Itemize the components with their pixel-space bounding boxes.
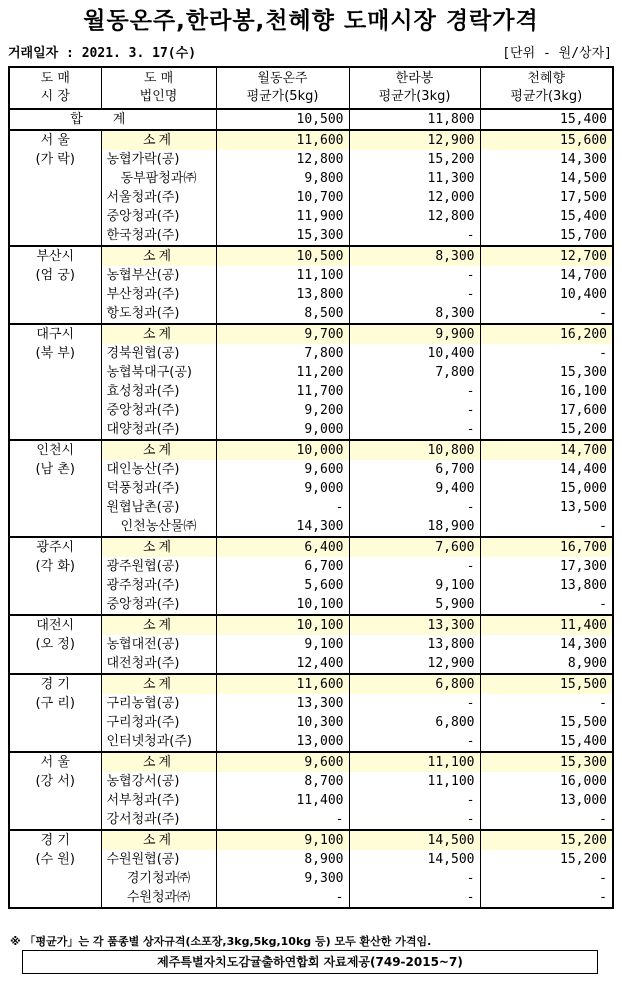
price-v3: -: [599, 597, 607, 612]
company-name: 농협강서(공): [101, 772, 216, 791]
company-name: 수원청과㈜: [101, 888, 216, 908]
price-v1: 8,700: [216, 772, 349, 791]
company-name: 구리청과(주): [101, 713, 216, 732]
price-v1: 10,100: [216, 615, 349, 635]
price-v1: 10,700: [216, 188, 349, 207]
price-v1: 9,700: [216, 324, 349, 344]
price-v3: -: [599, 696, 607, 711]
price-v3: -: [599, 890, 607, 905]
price-v2: 11,300: [349, 169, 480, 188]
price-v1: 11,200: [216, 363, 349, 382]
subtotal-row: [9, 537, 613, 557]
price-v2: -: [349, 382, 480, 401]
market-name: 대전시: [36, 618, 75, 633]
price-v3: 17,500: [560, 190, 607, 205]
market-location: (각 화): [35, 559, 75, 574]
company-name: 농협북대구(공): [101, 363, 216, 382]
company-name: 광주청과(주): [101, 576, 216, 595]
price-v2: 13,300: [349, 615, 480, 635]
price-v1: 10,000: [216, 440, 349, 460]
price-v3: 15,500: [480, 674, 613, 694]
price-v3: 17,600: [560, 403, 607, 418]
company-name: 강서청과(주): [101, 810, 216, 830]
subtotal-label: 소계: [101, 324, 216, 344]
price-v3: 15,400: [560, 209, 607, 224]
header-row: [9, 67, 613, 109]
header-company: 도 매 법인명: [101, 67, 216, 109]
subtotal-label: 소계: [101, 246, 216, 266]
price-v3: -: [599, 306, 607, 321]
price-v3: 15,200: [480, 830, 613, 850]
total-v3: 15,400: [560, 112, 607, 127]
subtotal-row: [9, 674, 613, 694]
footnote: ※ 「평균가」는 각 품종별 상자규격(소포장,3kg,5kg,10kg 등) 모두 환산한 가격임.: [10, 935, 432, 948]
market-cell: [9, 752, 101, 830]
price-v1: 11,900: [216, 207, 349, 226]
price-v2: 7,800: [349, 363, 480, 382]
price-v1: 13,000: [216, 732, 349, 752]
price-v1: 9,800: [216, 169, 349, 188]
company-name: 농협가락(공): [101, 150, 216, 169]
price-v3: 14,300: [560, 152, 607, 167]
price-v2: 14,500: [349, 830, 480, 850]
subtotal-label: 소계: [101, 674, 216, 694]
price-v3: 12,700: [480, 246, 613, 266]
price-v3: 15,300: [560, 365, 607, 380]
market-cell: [9, 440, 101, 537]
price-v2: 12,900: [349, 130, 480, 150]
page-title: 월동온주,한라봉,천혜향 도매시장 경락가격: [83, 8, 539, 34]
price-v1: 10,100: [216, 595, 349, 615]
price-v3: 15,400: [560, 734, 607, 749]
price-v2: 13,800: [349, 635, 480, 654]
header-market: 도 매 시 장: [9, 67, 101, 109]
total-label: 합계: [9, 109, 216, 130]
price-v3: 14,700: [480, 440, 613, 460]
price-v1: 10,300: [216, 713, 349, 732]
subtotal-label: 소계: [101, 830, 216, 850]
company-name: 수원원협(공): [101, 850, 216, 869]
price-v2: -: [349, 420, 480, 440]
price-v2: 5,900: [349, 595, 480, 615]
price-v1: 9,000: [216, 479, 349, 498]
price-v3: 14,500: [560, 171, 607, 186]
price-v2: 7,600: [349, 537, 480, 557]
price-v3: 15,500: [560, 715, 607, 730]
company-name: 동부팜청과㈜: [101, 169, 216, 188]
subtotal-label: 소계: [101, 615, 216, 635]
price-v3: -: [599, 346, 607, 361]
company-name: 농협부산(공): [101, 266, 216, 285]
price-v1: 13,800: [216, 285, 349, 304]
price-v2: -: [349, 791, 480, 810]
market-name: 부산시: [36, 249, 75, 264]
company-name: 중앙청과(주): [101, 595, 216, 615]
price-v2: 12,000: [349, 188, 480, 207]
price-v2: -: [349, 888, 480, 908]
price-v3: -: [599, 812, 607, 827]
price-v2: -: [349, 401, 480, 420]
market-location: (남 촌): [35, 462, 75, 477]
market-location: (구 리): [35, 696, 75, 711]
price-v3: 15,600: [480, 130, 613, 150]
subtotal-row: [9, 440, 613, 460]
subtotal-label: 소계: [101, 537, 216, 557]
price-v1: 8,500: [216, 304, 349, 324]
price-v1: 10,500: [216, 246, 349, 266]
price-v3: 14,400: [560, 462, 607, 477]
price-v1: 12,400: [216, 654, 349, 674]
price-v2: -: [349, 557, 480, 576]
price-v3: 15,200: [560, 422, 607, 437]
market-name: 대구시: [36, 327, 75, 342]
subtotal-row: [9, 130, 613, 150]
price-v3: 13,500: [560, 500, 607, 515]
price-v1: 11,400: [216, 791, 349, 810]
total-v2: 11,800: [349, 109, 480, 130]
price-v1: 14,300: [216, 517, 349, 537]
price-v3: 14,300: [560, 637, 607, 652]
price-v1: 9,600: [216, 460, 349, 479]
source-box: 제주특별자치도감귤출하연합회 자료제공(749-2015~7): [22, 950, 598, 974]
company-name: 덕풍청과(주): [101, 479, 216, 498]
price-v2: 6,700: [349, 460, 480, 479]
market-cell: [9, 674, 101, 752]
company-name: 농협대전(공): [101, 635, 216, 654]
price-v1: 12,800: [216, 150, 349, 169]
company-name: 광주원협(공): [101, 557, 216, 576]
price-table: [8, 66, 614, 909]
subtotal-label: 소계: [101, 440, 216, 460]
price-v1: 9,100: [216, 830, 349, 850]
price-v2: 18,900: [349, 517, 480, 537]
price-v2: 9,400: [349, 479, 480, 498]
market-name: 광주시: [36, 540, 75, 555]
market-name: 경 기: [40, 677, 70, 692]
company-name: 효성청과(주): [101, 382, 216, 401]
price-v2: 15,200: [349, 150, 480, 169]
subtotal-row: [9, 752, 613, 772]
company-name: 인터넷청과(주): [101, 732, 216, 752]
price-v2: 9,900: [349, 324, 480, 344]
price-v2: -: [349, 285, 480, 304]
company-name: 중앙청과(주): [101, 401, 216, 420]
price-v2: -: [349, 266, 480, 285]
header-col2: 한라봉 평균가(3kg): [349, 67, 480, 109]
company-name: 서부청과(주): [101, 791, 216, 810]
price-v2: -: [349, 869, 480, 888]
price-v1: -: [216, 498, 349, 517]
price-v1: 5,600: [216, 576, 349, 595]
price-v2: 6,800: [349, 713, 480, 732]
price-v3: -: [599, 871, 607, 886]
price-v2: 10,800: [349, 440, 480, 460]
market-location: (엄 궁): [35, 268, 75, 283]
company-name: 원협남촌(공): [101, 498, 216, 517]
price-v2: 6,800: [349, 674, 480, 694]
company-name: 한국청과(주): [101, 226, 216, 246]
price-v2: -: [349, 694, 480, 713]
total-v1: 10,500: [216, 109, 349, 130]
price-v3: 15,700: [560, 228, 607, 243]
subtotal-row: [9, 324, 613, 344]
price-v1: 13,300: [216, 694, 349, 713]
market-cell: [9, 246, 101, 324]
price-v3: 16,100: [560, 384, 607, 399]
price-v1: -: [216, 810, 349, 830]
price-v1: 8,900: [216, 850, 349, 869]
company-name: 구리농협(공): [101, 694, 216, 713]
price-v3: 11,400: [480, 615, 613, 635]
price-v2: -: [349, 810, 480, 830]
price-v1: 9,000: [216, 420, 349, 440]
price-v2: 12,900: [349, 654, 480, 674]
market-location: (가 락): [35, 152, 75, 167]
price-v3: 16,000: [560, 774, 607, 789]
price-v3: 10,400: [560, 287, 607, 302]
price-v1: -: [216, 888, 349, 908]
subtotal-label: 소계: [101, 752, 216, 772]
market-location: (수 원): [35, 852, 75, 867]
company-name: 대양청과(주): [101, 420, 216, 440]
company-name: 인천농산물㈜: [101, 517, 216, 537]
market-name: 서 울: [40, 755, 70, 770]
market-location: (강 서): [35, 774, 75, 789]
market-location: (오 정): [35, 637, 75, 652]
market-name: 인천시: [36, 443, 75, 458]
market-cell: [9, 537, 101, 615]
total-row: [9, 109, 613, 130]
company-name: 중앙청과(주): [101, 207, 216, 226]
company-name: 대인농산(주): [101, 460, 216, 479]
price-v1: 7,800: [216, 344, 349, 363]
price-v1: 9,600: [216, 752, 349, 772]
company-name: 경기청과㈜: [101, 869, 216, 888]
market-name: 서 울: [40, 133, 70, 148]
price-v2: 9,100: [349, 576, 480, 595]
market-cell: [9, 324, 101, 440]
company-name: 서울청과(주): [101, 188, 216, 207]
header-col1: 월동온주 평균가(5kg): [216, 67, 349, 109]
price-v2: 10,400: [349, 344, 480, 363]
price-v3: 15,200: [560, 852, 607, 867]
price-v3: 16,200: [480, 324, 613, 344]
price-v3: -: [599, 519, 607, 534]
price-v3: 13,000: [560, 793, 607, 808]
price-v3: 8,900: [567, 656, 607, 671]
price-v3: 16,700: [480, 537, 613, 557]
company-name: 경북원협(공): [101, 344, 216, 363]
price-v2: 11,100: [349, 772, 480, 791]
company-name: 항도청과(주): [101, 304, 216, 324]
company-name: 대전청과(주): [101, 654, 216, 674]
price-v1: 6,400: [216, 537, 349, 557]
price-v3: 17,300: [560, 559, 607, 574]
price-v1: 9,300: [216, 869, 349, 888]
subtotal-row: [9, 615, 613, 635]
price-v2: 11,100: [349, 752, 480, 772]
subtotal-row: [9, 830, 613, 850]
unit-label: [단위 - 원/상자]: [502, 46, 612, 61]
trade-date: 거래일자 : 2021. 3. 17(수): [8, 46, 197, 61]
subtotal-label: 소계: [101, 130, 216, 150]
price-v2: 8,300: [349, 304, 480, 324]
price-v1: 6,700: [216, 557, 349, 576]
price-v1: 15,300: [216, 226, 349, 246]
market-name: 경 기: [40, 833, 70, 848]
price-v3: 15,300: [480, 752, 613, 772]
price-v1: 11,600: [216, 130, 349, 150]
subtotal-row: [9, 246, 613, 266]
price-v1: 9,100: [216, 635, 349, 654]
price-v2: -: [349, 498, 480, 517]
price-v3: 14,700: [560, 268, 607, 283]
market-cell: [9, 830, 101, 908]
price-v2: -: [349, 226, 480, 246]
market-location: (북 부): [35, 346, 75, 361]
price-v1: 9,200: [216, 401, 349, 420]
price-v2: -: [349, 732, 480, 752]
market-cell: [9, 615, 101, 674]
price-v1: 11,600: [216, 674, 349, 694]
price-v1: 11,100: [216, 266, 349, 285]
price-v1: 11,700: [216, 382, 349, 401]
price-v3: 15,000: [560, 481, 607, 496]
price-v2: 14,500: [349, 850, 480, 869]
price-v2: 8,300: [349, 246, 480, 266]
header-col3: 천혜향 평균가(3kg): [480, 67, 613, 109]
company-name: 부산청과(주): [101, 285, 216, 304]
price-v2: 12,800: [349, 207, 480, 226]
price-v3: 13,800: [560, 578, 607, 593]
market-cell: [9, 130, 101, 246]
